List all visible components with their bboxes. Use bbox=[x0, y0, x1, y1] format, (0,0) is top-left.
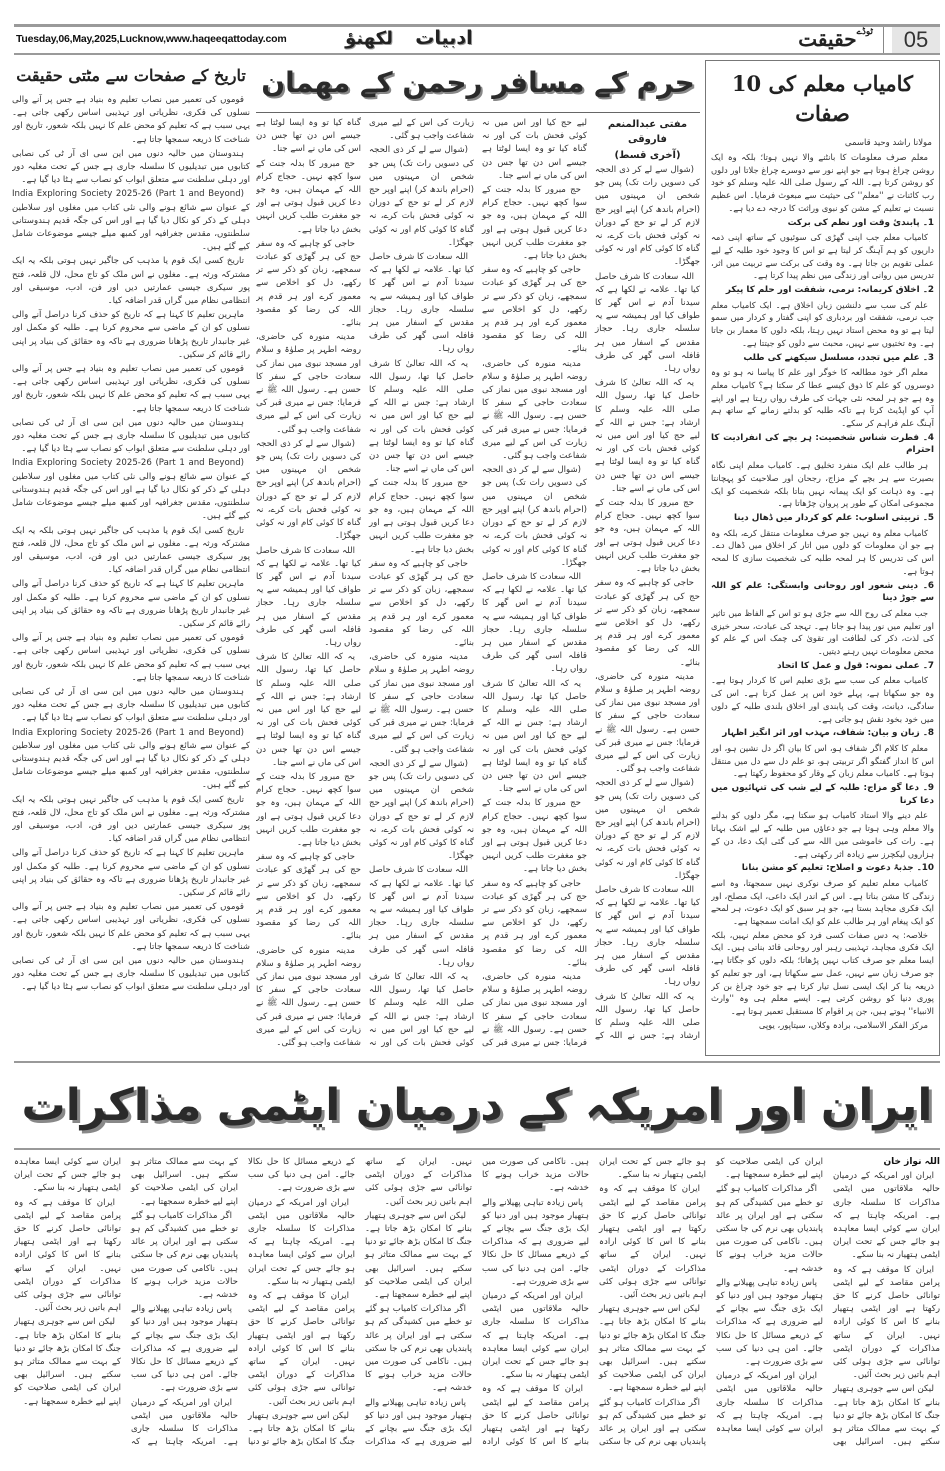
paragraph: (شوال سے لے کر ذی الحجہ کی دسویں رات تک) پس جو شخص ان مہینوں میں (احرام باندھ کر) اپنے اوپر حج لازم کر لے تو حج کے دوران نہ کوئی فحش بات کرے، نہ گناہ کا کوئی کام اور نہ کوئی جھگڑا۔ bbox=[482, 465, 587, 568]
paragraph: ہندوستان میں حالیہ دنوں میں این سی ای آر ٹی کی نصابی کتابوں میں تبدیلیوں کا سلسلہ جاری ہے جس کے تحت مغلیہ دور اور دہلی سلطنت سے متعلق ابواب کو نصاب سے ہٹا دیا گیا ہے۔ bbox=[12, 956, 250, 993]
paragraph: تاریخ کسی ایک قوم یا مذہب کی جاگیر نہیں ہوتی بلکہ یہ ایک مشترکہ ورثہ ہے۔ مغلوں نے اس ملک کو تاج محل، لال قلعہ، فتح پور سیکری جیسی عمارتیں دیں اور فن، ادب، موسیقی اور انتظامی نظام میں گراں قدر اضافہ کیا۔ bbox=[12, 794, 250, 845]
paragraph: اللہ سعادت کا شرف حاصل کیا تھا۔ علامہ نے لکھا ہے کہ سیدنا آدم نے اس گھر کا طواف کیا اور ہمیشہ سے یہ سلسلہ جاری رہا۔ حجاز مقدس کے اسفار میں ہر قافلہ اسی گھر کی طرف رواں رہا۔ bbox=[482, 571, 587, 675]
point-text: معلم کا کلام اگر شفاف ہو، اس کا بیان اگر دل نشین ہو، اور اس کا انداز گفتگو اگر تربیتی ہو، تو علم دل سے دل میں منتقل ہوتا ہے۔ کامیاب معلم زبان کے وقار کو محفوظ رکھتا ہے۔ bbox=[711, 742, 934, 779]
point-heading: 4۔ فطرت شناس شخصیت: ہر بچے کی انفرادیت کا احترام bbox=[711, 432, 934, 456]
paragraph: قوموں کی تعمیر میں نصاب تعلیم وہ بنیاد ہے جس پر آنے والی نسلوں کی فکری، نظریاتی اور تہذیبی اساس رکھی جاتی ہے۔ یہی سبب ہے کہ تعلیم کو محض علم کا نہیں بلکہ شعور، تاریخ اور شناخت کا ذریعہ سمجھا جاتا ہے۔ bbox=[12, 902, 250, 952]
paragraph: حاجی کو چاہیے کہ وہ سفر حج کی ہر گھڑی کو عبادت سمجھے، زبان کو ذکر سے تر رکھے، دل کو اخلاص سے معمور کرے اور ہر قدم پر اللہ کی رضا کو مقصود بنائے۔ bbox=[256, 238, 361, 329]
paragraph: حاجی کو چاہیے کہ وہ سفر حج کی ہر گھڑی کو عبادت سمجھے، زبان کو ذکر سے تر رکھے، دل کو اخلاص سے معمور کرے اور ہر قدم پر اللہ کی رضا کو مقصود بنائے۔ bbox=[482, 878, 587, 968]
paragraph: مدینہ منورہ کی حاضری، روضہ اطہر پر صلوٰۃ و سلام اور مسجد نبوی میں نماز کی سعادت حاجی کے سفر کا حسن ہے۔ رسول اللہ ﷺ نے فرمایا: جس نے میری قبر کی زیارت کی اس کے لیے میری شفاعت واجب ہو گئی۔ bbox=[369, 118, 587, 1049]
point-heading: 10۔ جذبۂ دعوت و اصلاح: تعلیم کو مشن بنانا bbox=[741, 863, 934, 874]
point-heading: 5۔ تربیتی اسلوب: علم کو کردار میں ڈھال دینا bbox=[733, 512, 934, 523]
paragraph: پاس زیادہ تباہی پھیلانے والے ہتھیار موجود ہیں اور دنیا کو ایک بڑی جنگ سے بچانے کے لیے ضروری ہے کہ مذاکرات کے ذریعے مسائل کا حل نکالا جائے۔ امن ہی دنیا کی سب سے بڑی ضرورت ہے۔ bbox=[131, 1304, 238, 1394]
point-text: علم دینے والا استاد کامیاب ہو سکتا ہے، مگر دلوں کو بدلنے والا معلم وہی ہوتا ہے جو دعاؤں میں طلبہ کے لیے اشک بہاتا ہے۔ رات کی خاموشی میں اللہ سے کی گئی ایک دعا، دن کے ہزاروں لیکچرز سے زیادہ اثر رکھتی ہے۔ bbox=[711, 810, 934, 859]
point-heading: 9۔ دعا گو مزاج: طلبہ کے لیے شب کی تنہائیوں میں دعا کرنا bbox=[711, 783, 934, 806]
paragraph: اللہ سعادت کا شرف حاصل کیا تھا۔ علامہ نے لکھا ہے کہ سیدنا آدم نے اس گھر کا طواف کیا اور ہمیشہ سے یہ سلسلہ جاری رہا۔ حجاز مقدس کے اسفار میں ہر قافلہ اسی گھر کی طرف رواں رہا۔ bbox=[595, 271, 700, 375]
paragraph: اللہ سعادت کا شرف حاصل کیا تھا۔ علامہ نے لکھا ہے کہ سیدنا آدم نے اس گھر کا طواف کیا اور ہمیشہ سے یہ سلسلہ جاری رہا۔ حجاز مقدس کے اسفار میں ہر قافلہ اسی گھر کی طرف رواں رہا۔ bbox=[595, 884, 700, 988]
masthead-title: حقیقت bbox=[798, 27, 857, 51]
paragraph: اللہ سعادت کا شرف حاصل کیا تھا۔ علامہ نے لکھا ہے کہ سیدنا آدم نے اس گھر کا طواف کیا اور ہمیشہ سے یہ سلسلہ جاری رہا۔ حجاز مقدس کے اسفار میں ہر قافلہ اسی گھر کی طرف رواں رہا۔ bbox=[369, 252, 474, 355]
paragraph: ایران کا موقف ہے کہ وہ پرامن مقاصد کے لیے ایٹمی توانائی حاصل کرنے کا حق رکھتا ہے اور ایٹمی ہتھیار بنانے کا اس کا کوئی ارادہ نہیں۔ ایران کے ساتھ مذاکرات کے دوران ایٹمی توانائی سے جڑی ہوئی کئی اہم باتیں زیر بحث آئیں۔ bbox=[833, 1264, 940, 1381]
paragraph: ایران اور امریکہ کے درمیان حالیہ ملاقاتوں میں ایٹمی مذاکرات کا سلسلہ جاری ہے۔ امریکہ چاہتا ہے کہ ایران سے کوئی ایسا معاہدہ ہو جائے جس کے تحت ایران ایٹمی ہتھیار نہ بنا سکے۔ bbox=[599, 1157, 823, 1435]
date-line: Tuesday,06,May,2025,Lucknow,www.haqeeqattoday.com bbox=[16, 33, 287, 45]
paragraph: پاس زیادہ تباہی پھیلانے والے ہتھیار موجود ہیں اور دنیا کو ایک بڑی جنگ سے بچانے کے لیے ضروری ہے کہ مذاکرات کے ذریعے مسائل کا حل نکالا جائے۔ امن ہی دنیا کی سب سے بڑی ضرورت ہے۔ bbox=[482, 1197, 589, 1287]
paragraph: (شوال سے لے کر ذی الحجہ کی دسویں رات تک) پس جو شخص ان مہینوں میں (احرام باندھ کر) اپنے اوپر حج لازم کر لے تو حج کے دوران نہ کوئی فحش بات کرے، نہ گناہ کا کوئی کام اور نہ کوئی جھگڑا۔ bbox=[256, 438, 361, 542]
masthead-logo bbox=[494, 27, 884, 53]
paragraph: (شوال سے لے کر ذی الحجہ کی دسویں رات تک) پس جو شخص ان مہینوں میں (احرام باندھ کر) اپنے اوپر حج لازم کر لے تو حج کے دوران نہ کوئی فحش بات کرے، نہ گناہ کا کوئی کام اور نہ کوئی جھگڑا۔ bbox=[369, 758, 474, 862]
point-text: ہر طالب علم ایک منفرد تخلیق ہے۔ کامیاب معلم اپنی نگاہ بصیرت سے ہر بچے کے مزاج، رجحان اور صلاحیت کو پہچانتا ہے۔ وہ ذہانت کو ایک پیمانہ نہیں بناتا بلکہ شخصیت کو ایک مجموعی امکان کے طور پر پروان چڑھاتا ہے۔ bbox=[711, 460, 934, 509]
paragraph: (شوال سے لے کر ذی الحجہ کی دسویں رات تک) پس جو شخص ان مہینوں میں (احرام باندھ کر) اپنے اوپر حج لازم کر لے تو حج کے دوران نہ کوئی فحش بات کرے، نہ گناہ کا کوئی کام اور نہ کوئی جھگڑا۔ bbox=[595, 165, 700, 268]
point-text: کامیاب معلم کی سب سے بڑی تعلیم اس کا کردار ہوتا ہے۔ وہ جو سکھاتا ہے، پہلے خود اس پر عمل کرتا ہے۔ اس کی سادگی، دیانت، وقت کی پابندی اور اخلاق بلندی طلبہ کے دلوں میں خود بخود نقش ہو جاتی ہے۔ bbox=[711, 675, 934, 724]
point-text: کامیاب معلم وہ نہیں جو صرف معلومات منتقل کرے، بلکہ وہ ہے جو ان معلومات کو دلوں میں اتار کر اخلاق میں ڈھال دے۔ اس کی تدریس کا ہر لمحہ طلبہ کی شخصیت سازی کا لمحہ ہوتا ہے۔ bbox=[711, 527, 934, 576]
paragraph: حاجی کو چاہیے کہ وہ سفر حج کی ہر گھڑی کو عبادت سمجھے، زبان کو ذکر سے تر رکھے، دل کو اخلاص سے معمور کرے اور ہر قدم پر اللہ کی رضا کو مقصود بنائے۔ bbox=[482, 265, 587, 355]
paragraph: ایران اور امریکہ کے درمیان حالیہ ملاقاتوں میں ایٹمی مذاکرات کا سلسلہ جاری ہے۔ امریکہ چاہتا ہے کہ ایران سے کوئی ایسا معاہدہ ہو جائے جس کے تحت ایران ایٹمی ہتھیار نہ بنا سکے۔ bbox=[482, 1291, 589, 1381]
paragraph: لیکن اس سے جوہری ہتھیار بنانے کا امکان بڑھ جاتا ہے۔ جنگ کا امکان بڑھ جائے تو دنیا کے بہت سے ممالک متاثر ہو سکتے ہیں۔ اسرائیل بھی ایران کی ایٹمی صلاحیت کو اپنے لیے خطرہ سمجھتا ہے۔ bbox=[716, 1157, 940, 1448]
paragraph: ہندوستان میں حالیہ دنوں میں این سی ای آر ٹی کی نصابی کتابوں میں تبدیلیوں کا سلسلہ جاری ہے جس کے تحت مغلیہ دور اور دہلی سلطنت سے متعلق ابواب کو نصاب سے ہٹا دیا گیا ہے۔ bbox=[12, 686, 250, 724]
paragraph: ایران اور امریکہ کے درمیان حالیہ ملاقاتوں میں ایٹمی مذاکرات کا سلسلہ جاری ہے۔ امریکہ چاہتا ہے کہ ایران سے کوئی ایسا معاہدہ ہو جائے جس کے تحت ایران ایٹمی ہتھیار نہ بنا سکے۔ bbox=[14, 1157, 238, 1448]
paragraph: India Exploring Society 2025-26 (Part 1 and Beyond) کے عنوان سے شائع ہونے والی نئی کتاب میں مغلوں اور سلاطین دہلی کے ذکر کو نکال دیا گیا ہے اور اس کی جگہ قدیم ہندوستانی سلطنتوں، مقدس جغرافیہ اور کمبھ میلے جیسے موضوعات شامل کیے گئے ہیں۔ bbox=[12, 727, 250, 791]
paragraph: ماہرین تعلیم کا کہنا ہے کہ تاریخ کو حذف کرنا دراصل آنے والی نسلوں کو ان کے ماضی سے محروم کرنا ہے۔ طلبہ کو مکمل اور غیر جانبدار تاریخ پڑھانا ضروری ہے تاکہ وہ حقائق کی بنیاد پر اپنی رائے قائم کر سکیں۔ bbox=[12, 310, 250, 360]
paragraph: ماہرین تعلیم کا کہنا ہے کہ تاریخ کو حذف کرنا دراصل آنے والی نسلوں کو ان کے ماضی سے محروم کرنا ہے۔ طلبہ کو مکمل اور غیر جانبدار تاریخ پڑھانا ضروری ہے تاکہ وہ حقائق کی بنیاد پر اپنی رائے قائم کر سکیں۔ bbox=[12, 579, 250, 629]
paragraph: حاجی کو چاہیے کہ وہ سفر حج کی ہر گھڑی کو عبادت سمجھے، زبان کو ذکر سے تر رکھے، دل کو اخلاص سے معمور کرے اور ہر قدم پر اللہ کی رضا کو مقصود بنائے۔ bbox=[595, 578, 700, 668]
paragraph: ایران کا موقف ہے کہ وہ پرامن مقاصد کے لیے ایٹمی توانائی حاصل کرنے کا حق رکھتا ہے اور ایٹمی ہتھیار بنانے کا اس کا کوئی ارادہ نہیں۔ ایران کے ساتھ مذاکرات کے دوران ایٹمی توانائی سے جڑی ہوئی کئی اہم باتیں زیر بحث آئیں۔ bbox=[248, 1291, 355, 1407]
paragraph: India Exploring Society 2025-26 (Part 1 and Beyond) کے عنوان سے شائع ہونے والی نئی کتاب میں مغلوں اور سلاطین دہلی کے ذکر کو نکال دیا گیا ہے اور اس کی جگہ قدیم ہندوستانی سلطنتوں، مقدس جغرافیہ اور کمبھ میلے جیسے موضوعات شامل کیے گئے ہیں۔ bbox=[12, 189, 250, 253]
middle-article bbox=[256, 60, 700, 1054]
paragraph: ہندوستان میں حالیہ دنوں میں این سی ای آر ٹی کی نصابی کتابوں میں تبدیلیوں کا سلسلہ جاری ہے جس کے تحت مغلیہ دور اور دہلی سلطنت سے متعلق ابواب کو نصاب سے ہٹا دیا گیا ہے۔ bbox=[12, 148, 250, 186]
paragraph: مدینہ منورہ کی حاضری، روضہ اطہر پر صلوٰۃ و سلام اور مسجد نبوی میں نماز کی سعادت حاجی کے سفر کا حسن ہے۔ رسول اللہ ﷺ نے فرمایا: جس نے میری قبر کی زیارت کی اس کے لیے میری شفاعت واجب ہو گئی۔ bbox=[595, 671, 700, 775]
paragraph: حج مبرور کا بدلہ جنت کے سوا کچھ نہیں۔ حجاج کرام اللہ کے مہمان ہیں، وہ جو دعا کریں قبول ہوتی ہے اور جو مغفرت طلب کریں انہیں بخش دیا جاتا ہے۔ bbox=[256, 158, 361, 235]
paragraph: ایران کا موقف ہے کہ وہ پرامن مقاصد کے لیے ایٹمی توانائی حاصل کرنے کا حق رکھتا ہے اور ایٹمی ہتھیار بنانے کا اس کا کوئی ارادہ نہیں۔ ایران کے ساتھ مذاکرات کے دوران ایٹمی توانائی سے جڑی ہوئی کئی اہم باتیں زیر بحث آئیں۔ bbox=[14, 1197, 121, 1314]
masthead-small: ٹوڈے bbox=[856, 27, 873, 37]
paragraph: ایران کا موقف ہے کہ وہ پرامن مقاصد کے لیے ایٹمی توانائی حاصل کرنے کا حق رکھتا ہے اور ایٹمی ہتھیار بنانے کا اس کا کوئی ارادہ نہیں۔ ایران کے ساتھ مذاکرات کے دوران ایٹمی توانائی سے جڑی ہوئی کئی اہم باتیں زیر بحث آئیں۔ bbox=[365, 1157, 589, 1448]
divider-rule bbox=[14, 1148, 940, 1150]
right-article-box bbox=[705, 60, 940, 1056]
city-label: لکھنؤ bbox=[345, 28, 393, 49]
paragraph: قوموں کی تعمیر میں نصاب تعلیم وہ بنیاد ہے جس پر آنے والی نسلوں کی فکری، نظریاتی اور تہذیبی اساس رکھی جاتی ہے۔ یہی سبب ہے کہ تعلیم کو محض علم کا نہیں بلکہ شعور، تاریخ اور شناخت کا ذریعہ سمجھا جاتا ہے۔ bbox=[12, 364, 250, 414]
byline-installment: (آخری قسط) bbox=[614, 150, 681, 161]
paragraph: حاجی کو چاہیے کہ وہ سفر حج کی ہر گھڑی کو عبادت سمجھے، زبان کو ذکر سے تر رکھے، دل کو اخلاص سے معمور کرے اور ہر قدم پر اللہ کی رضا کو مقصود بنائے۔ bbox=[369, 558, 474, 648]
bottom-article-body bbox=[14, 1156, 940, 1462]
paragraph: قوموں کی تعمیر میں نصاب تعلیم وہ بنیاد ہے جس پر آنے والی نسلوں کی فکری، نظریاتی اور تہذیبی اساس رکھی جاتی ہے۔ یہی سبب ہے کہ تعلیم کو محض علم کا نہیں بلکہ شعور، تاریخ اور شناخت کا ذریعہ سمجھا جاتا ہے۔ bbox=[12, 633, 250, 683]
paragraph: تاریخ کسی ایک قوم یا مذہب کی جاگیر نہیں ہوتی بلکہ یہ ایک مشترکہ ورثہ ہے۔ مغلوں نے اس ملک کو تاج محل، لال قلعہ، فتح پور سیکری جیسی عمارتیں دیں اور فن، ادب، موسیقی اور انتظامی نظام میں گراں قدر اضافہ کیا۔ bbox=[12, 525, 250, 576]
left-headline: تاریخ کے صفحات سے مٹتی حقیقت bbox=[16, 66, 246, 85]
paragraph: مدینہ منورہ کی حاضری، روضہ اطہر پر صلوٰۃ و سلام اور مسجد نبوی میں نماز کی سعادت حاجی کے سفر کا حسن ہے۔ رسول اللہ ﷺ نے فرمایا: جس نے میری قبر کی زیارت کی اس کے لیے میری شفاعت واجب ہو گئی۔ bbox=[256, 945, 361, 1049]
point-heading: 6۔ دینی شعور اور روحانی وابستگی: علم کو اللہ سے جوڑ دینا bbox=[711, 580, 934, 604]
paragraph: مدینہ منورہ کی حاضری، روضہ اطہر پر صلوٰۃ و سلام اور مسجد نبوی میں نماز کی سعادت حاجی کے سفر کا حسن ہے۔ رسول اللہ ﷺ نے فرمایا: جس نے میری قبر کی زیارت کی اس کے لیے میری شفاعت واجب ہو گئی۔ bbox=[482, 358, 587, 462]
right-headline: کامیاب معلم کی 10 صفات bbox=[731, 71, 914, 126]
paragraph: اللہ سعادت کا شرف حاصل کیا تھا۔ علامہ نے لکھا ہے کہ سیدنا آدم نے اس گھر کا طواف کیا اور ہمیشہ سے یہ سلسلہ جاری رہا۔ حجاز مقدس کے اسفار میں ہر قافلہ اسی گھر کی طرف رواں رہا۔ bbox=[256, 545, 361, 648]
right-article-body bbox=[711, 151, 934, 1050]
page-header bbox=[14, 27, 940, 55]
section-label: ادبیات bbox=[415, 27, 473, 49]
headline-rule bbox=[256, 112, 700, 113]
paragraph: ایران کا موقف ہے کہ وہ پرامن مقاصد کے لیے ایٹمی توانائی حاصل کرنے کا حق رکھتا ہے اور ایٹمی ہتھیار بنانے کا اس کا کوئی ارادہ نہیں۔ ایران کے ساتھ مذاکرات کے دوران ایٹمی توانائی سے جڑی ہوئی کئی اہم باتیں زیر بحث آئیں۔ bbox=[599, 1184, 706, 1301]
left-article bbox=[12, 62, 250, 1052]
paragraph: اگر مذاکرات کامیاب ہو گئے تو خطے میں کشیدگی کم ہو سکتی ہے اور ایران پر عائد پابندیاں بھی نرم کی جا سکتی ہیں۔ ناکامی کی صورت میں حالات مزید خراب ہونے کا خدشہ ہے۔ bbox=[365, 1304, 472, 1394]
paragraph: پاس زیادہ تباہی پھیلانے والے ہتھیار موجود ہیں اور دنیا کو ایک بڑی جنگ سے بچانے کے لیے ضروری ہے کہ مذاکرات کے ذریعے مسائل کا حل نکالا جائے۔ امن ہی دنیا کی سب سے بڑی ضرورت ہے۔ bbox=[716, 1277, 823, 1368]
intro-paragraph: معلم صرف معلومات کا بانٹنے والا نہیں ہوتا؛ بلکہ وہ ایک روشن چراغ ہوتا ہے جو اپنے نور سے دوسرے چراغ جلاتا اور دلوں کو روشن کرتا ہے۔ اللہ کے رسول صلی اللہ علیہ وسلم کو خود رب کائنات نے ''معلم'' کی حیثیت سے مبعوث فرمایا۔ اس عظیم نسبت نے تعلیم کے مشن کو نبوی وراثت کا درجہ دے دیا ہے۔ bbox=[711, 152, 934, 213]
paragraph: پاس زیادہ تباہی پھیلانے والے ہتھیار موجود ہیں اور دنیا کو ایک بڑی جنگ سے بچانے کے لیے ضروری ہے کہ مذاکرات کے ذریعے مسائل کا حل نکالا جائے۔ امن ہی دنیا کی سب سے بڑی ضرورت ہے۔ bbox=[248, 1157, 472, 1448]
paragraph: حج مبرور کا بدلہ جنت کے سوا کچھ نہیں۔ حجاج کرام اللہ کے مہمان ہیں، وہ جو دعا کریں قبول ہوتی ہے اور جو مغفرت طلب کریں انہیں بخش دیا جاتا ہے۔ bbox=[256, 771, 361, 848]
bottom-headline: ایران اور امریکہ کے درمیان ایٹمی مذاکرات bbox=[21, 1080, 933, 1131]
paragraph: اللہ سعادت کا شرف حاصل کیا تھا۔ علامہ نے لکھا ہے کہ سیدنا آدم نے اس گھر کا طواف کیا اور ہمیشہ سے یہ سلسلہ جاری رہا۔ حجاز مقدس کے اسفار میں ہر قافلہ اسی گھر کی طرف رواں رہا۔ bbox=[369, 865, 474, 968]
paragraph: قوموں کی تعمیر میں نصاب تعلیم وہ بنیاد ہے جس پر آنے والی نسلوں کی فکری، نظریاتی اور تہذیبی اساس رکھی جاتی ہے۔ یہی سبب ہے کہ تعلیم کو محض علم کا نہیں بلکہ شعور، تاریخ اور شناخت کا ذریعہ سمجھا جاتا ہے۔ bbox=[12, 95, 250, 145]
conclusion-paragraph: خلاصہ: یہ دس صفات کسی فرد کو محض معلم نہیں، بلکہ ایک فکری مجاہد، تہذیبی رہبر اور روحانی قائد بناتی ہیں۔ ایک ایسا معلم جو صرف کتاب نہیں پڑھاتا؛ بلکہ دلوں کو جگاتا ہے، جو صرف زبان سے نہیں، عمل سے سکھاتا ہے، اور جو تعلیم کو ذریعہ بنا کر ایک ایسی نسل تیار کرتا ہے جو خود چراغ بن کر پوری دنیا کو روشن کرتی ہے۔ ایسے معلم ہی وہ ''وارث الانبیاء'' ہوتے ہیں، جن پر اقوام کا مستقبل تعمیر ہوتا ہے۔ bbox=[711, 929, 934, 1016]
paragraph: حاجی کو چاہیے کہ وہ سفر حج کی ہر گھڑی کو عبادت سمجھے، زبان کو ذکر سے تر رکھے، دل کو اخلاص سے معمور کرے اور ہر قدم پر اللہ کی رضا کو مقصود بنائے۔ bbox=[256, 852, 361, 942]
point-text: جب معلم کی روح اللہ سے جڑی ہو تو اس کے الفاظ میں تاثیر اور تعلیم میں نور پیدا ہو جاتا ہے۔ تہجد کی عبادت، سحر خیزی کی لذت، ذکر کی لطافت اور تقویٰ کی چمک اس کے علم کو محض معلومات نہیں رہنے دیتیں۔ bbox=[711, 607, 934, 657]
paragraph: لیکن اس سے جوہری ہتھیار بنانے کا امکان بڑھ جاتا ہے۔ جنگ کا امکان بڑھ جائے تو دنیا کے بہت سے ممالک متاثر ہو سکتے ہیں۔ اسرائیل بھی ایران کی ایٹمی صلاحیت کو اپنے لیے خطرہ سمجھتا ہے۔ bbox=[365, 1210, 472, 1301]
bottom-author: اللہ نواز خان bbox=[883, 1157, 940, 1167]
byline-author: مفتی عبدالمنعم فاروقی bbox=[607, 119, 688, 145]
right-author: مولانا راشد وحید قاسمی bbox=[844, 138, 932, 148]
point-text: علم کی سب سے دلنشین زبان اخلاق ہے۔ ایک کامیاب معلم جب نرمی، شفقت اور بردباری کو اپنی گفتار و کردار میں سمو لیتا ہے تو وہ محض استاد نہیں رہتا، بلکہ دلوں کا معمار بن جاتا ہے۔ وہ تختیوں سے نہیں، محبت سے دلوں کو جیتتا ہے۔ bbox=[711, 299, 934, 348]
paragraph: (شوال سے لے کر ذی الحجہ کی دسویں رات تک) پس جو شخص ان مہینوں میں (احرام باندھ کر) اپنے اوپر حج لازم کر لے تو حج کے دوران نہ کوئی فحش بات کرے، نہ گناہ کا کوئی کام اور نہ کوئی جھگڑا۔ bbox=[369, 145, 474, 248]
paragraph: لیکن اس سے جوہری ہتھیار بنانے کا امکان بڑھ جاتا ہے۔ جنگ کا امکان بڑھ جائے تو دنیا کے بہت سے ممالک متاثر ہو سکتے ہیں۔ اسرائیل بھی ایران کی ایٹمی صلاحیت کو اپنے لیے خطرہ سمجھتا ہے۔ bbox=[131, 1157, 355, 1448]
paragraph: اگر مذاکرات کامیاب ہو گئے تو خطے میں کشیدگی کم ہو سکتی ہے اور ایران پر عائد پابندیاں بھی نرم کی جا سکتی ہیں۔ ناکامی کی صورت میں حالات مزید خراب ہونے کا خدشہ ہے۔ bbox=[716, 1184, 823, 1274]
paragraph: ایران اور امریکہ کے درمیان حالیہ ملاقاتوں میں ایٹمی مذاکرات کا سلسلہ جاری ہے۔ امریکہ چاہتا ہے کہ ایران سے کوئی ایسا معاہدہ ہو جائے جس کے تحت ایران ایٹمی ہتھیار نہ بنا سکے۔ bbox=[248, 1197, 355, 1287]
paragraph: ماہرین تعلیم کا کہنا ہے کہ تاریخ کو حذف کرنا دراصل آنے والی نسلوں کو ان کے ماضی سے محروم کرنا ہے۔ طلبہ کو مکمل اور غیر جانبدار تاریخ پڑھانا ضروری ہے تاکہ وہ حقائق کی بنیاد پر اپنی رائے قائم کر سکیں۔ bbox=[12, 848, 250, 898]
paragraph: (شوال سے لے کر ذی الحجہ کی دسویں رات تک) پس جو شخص ان مہینوں میں (احرام باندھ کر) اپنے اوپر حج لازم کر لے تو حج کے دوران نہ کوئی فحش بات کرے، نہ گناہ کا کوئی کام اور نہ کوئی جھگڑا۔ bbox=[595, 778, 700, 881]
paragraph: حج مبرور کا بدلہ جنت کے سوا کچھ نہیں۔ حجاج کرام اللہ کے مہمان ہیں، وہ جو دعا کریں قبول ہوتی ہے اور جو مغفرت طلب کریں انہیں بخش دیا جاتا ہے۔ bbox=[595, 498, 700, 575]
paragraph: حج مبرور کا بدلہ جنت کے سوا کچھ نہیں۔ حجاج کرام اللہ کے مہمان ہیں، وہ جو دعا کریں قبول ہوتی ہے اور جو مغفرت طلب کریں انہیں بخش دیا جاتا ہے۔ bbox=[482, 185, 587, 262]
author-affiliation: مرکز الفکر الاسلامی، برادہ وکلاں، سیتاپور، یوپی bbox=[758, 1019, 928, 1030]
point-text: کامیاب معلم تعلیم کو صرف نوکری نہیں سمجھتا، وہ اسے زندگی کا مشن بناتا ہے۔ اس کے اندر ایک داعی، ایک مصلح، اور ایک فکری مجاہد بستا ہے، جو ہر سبق کو ایک دعوت، ہر لمحے کو ایک پیغام اور ہر طالب علم کو ایک امانت سمجھتا ہے۔ bbox=[711, 877, 934, 927]
paragraph: اگر مذاکرات کامیاب ہو گئے تو خطے میں کشیدگی کم ہو سکتی ہے اور ایران پر عائد پابندیاں بھی نرم کی جا سکتی ہیں۔ ناکامی کی صورت میں حالات مزید خراب ہونے کا خدشہ ہے۔ bbox=[131, 1210, 238, 1301]
paragraph: یہ کہ اللہ تعالیٰ کا شرف حاصل کیا تھا، رسول اللہ صلی اللہ علیہ وسلم کا ارشاد ہے: جس نے اللہ کے لیے حج کیا اور اس میں نہ کوئی فحش بات کی اور نہ گناہ کیا تو وہ ایسا لوٹتا ہے جیسے اس دن تھا جس دن اس کی ماں نے اسے جنا۔ bbox=[256, 652, 361, 768]
paragraph: لیکن اس سے جوہری ہتھیار بنانے کا امکان بڑھ جاتا ہے۔ جنگ کا امکان بڑھ جائے تو دنیا کے بہت سے ممالک متاثر ہو سکتے ہیں۔ اسرائیل بھی ایران کی ایٹمی صلاحیت کو اپنے لیے خطرہ سمجھتا ہے۔ bbox=[14, 1317, 121, 1407]
left-article-body bbox=[12, 94, 250, 1052]
paragraph: یہ کہ اللہ تعالیٰ کا شرف حاصل کیا تھا، رسول اللہ صلی اللہ علیہ وسلم کا ارشاد ہے: جس نے اللہ کے لیے حج کیا اور اس میں نہ کوئی فحش بات کی اور نہ گناہ کیا تو وہ ایسا لوٹتا ہے جیسے اس دن تھا جس دن اس کی ماں نے اسے جنا۔ bbox=[482, 118, 700, 1042]
paragraph: ایران اور امریکہ کے درمیان حالیہ ملاقاتوں میں ایٹمی مذاکرات کا سلسلہ جاری ہے۔ امریکہ چاہتا ہے کہ ایران سے کوئی ایسا معاہدہ ہو جائے جس کے تحت ایران ایٹمی ہتھیار نہ بنا سکے۔ bbox=[833, 1171, 940, 1261]
point-heading: 8۔ زبان و بیان: شفاف، مہذب اور اثر انگیز اظہار bbox=[722, 728, 934, 739]
page-number: 05 bbox=[892, 27, 940, 53]
paragraph: مدینہ منورہ کی حاضری، روضہ اطہر پر صلوٰۃ و سلام اور مسجد نبوی میں نماز کی سعادت حاجی کے سفر کا حسن ہے۔ رسول اللہ ﷺ نے فرمایا: جس نے میری قبر کی زیارت کی اس کے لیے میری شفاعت واجب ہو گئی۔ bbox=[256, 332, 361, 435]
paragraph: یہ کہ اللہ تعالیٰ کا شرف حاصل کیا تھا، رسول اللہ صلی اللہ علیہ وسلم کا ارشاد ہے: جس نے اللہ کے لیے حج کیا اور اس میں نہ کوئی فحش بات کی اور نہ گناہ کیا تو وہ ایسا لوٹتا ہے جیسے اس دن تھا جس دن اس کی ماں نے اسے جنا۔ bbox=[256, 118, 474, 1049]
paragraph: یہ کہ اللہ تعالیٰ کا شرف حاصل کیا تھا، رسول اللہ صلی اللہ علیہ وسلم کا ارشاد ہے: جس نے اللہ کے لیے حج کیا اور اس میں نہ کوئی فحش بات کی اور نہ گناہ کیا تو وہ ایسا لوٹتا ہے جیسے اس دن تھا جس دن اس کی ماں نے اسے جنا۔ bbox=[369, 358, 474, 475]
paragraph: حج مبرور کا بدلہ جنت کے سوا کچھ نہیں۔ حجاج کرام اللہ کے مہمان ہیں، وہ جو دعا کریں قبول ہوتی ہے اور جو مغفرت طلب کریں انہیں بخش دیا جاتا ہے۔ bbox=[482, 798, 587, 875]
point-text: کامیاب معلم جب اپنی گھڑی کی سوئیوں کے ساتھ اپنی ذمہ داریوں کو ہم آہنگ کر لیتا ہے تو اس کا وجود خود طلبہ کے لیے عملی تقویم بن جاتا ہے۔ وہ وقت کی برکت سے تربیت میں اثر، تدریس میں روانی اور زندگی میں نظم پیدا کرتا ہے۔ bbox=[711, 232, 934, 281]
paragraph: حج مبرور کا بدلہ جنت کے سوا کچھ نہیں۔ حجاج کرام اللہ کے مہمان ہیں، وہ جو دعا کریں قبول ہوتی ہے اور جو مغفرت طلب کریں انہیں بخش دیا جاتا ہے۔ bbox=[369, 478, 474, 555]
paragraph: تاریخ کسی ایک قوم یا مذہب کی جاگیر نہیں ہوتی بلکہ یہ ایک مشترکہ ورثہ ہے۔ مغلوں نے اس ملک کو تاج محل، لال قلعہ، فتح پور سیکری جیسی عمارتیں دیں اور فن، ادب، موسیقی اور انتظامی نظام میں گراں قدر اضافہ کیا۔ bbox=[12, 256, 250, 307]
paragraph: یہ کہ اللہ تعالیٰ کا شرف حاصل کیا تھا، رسول اللہ صلی اللہ علیہ وسلم کا ارشاد ہے: جس نے اللہ کے لیے حج کیا اور اس میں نہ کوئی فحش بات کی اور نہ گناہ کیا تو وہ ایسا لوٹتا ہے جیسے اس دن تھا جس دن اس کی ماں نے اسے جنا۔ bbox=[595, 378, 700, 494]
point-heading: 3۔ علم میں تجدد، مسلسل سیکھنے کی طلب bbox=[743, 352, 934, 363]
middle-headline: حرم کے مسافر رحمن کے مهمان bbox=[261, 66, 695, 99]
point-text: معلم اگر خود مطالعہ کا خوگر اور علم کا پیاسا نہ ہو تو وہ دوسروں کو علم کا ذوق کیسے عطا کر سکتا ہے؟ کامیاب معلم وہ ہے جو ہر لمحہ نئی جہات کی طرف رواں رہتا ہے اور اپنے آپ کو اپڈیٹ کرتا ہے تاکہ طلبہ کو بدلتے زمانے کے ساتھ ہم آہنگ علم فراہم کر سکے۔ bbox=[711, 367, 934, 429]
middle-article-body bbox=[256, 117, 700, 1054]
paragraph: ہندوستان میں حالیہ دنوں میں این سی ای آر ٹی کی نصابی کتابوں میں تبدیلیوں کا سلسلہ جاری ہے جس کے تحت مغلیہ دور اور دہلی سلطنت سے متعلق ابواب کو نصاب سے ہٹا دیا گیا ہے۔ bbox=[12, 417, 250, 455]
paragraph: یہ کہ اللہ تعالیٰ کا شرف حاصل کیا تھا، رسول اللہ صلی اللہ علیہ وسلم کا ارشاد ہے: جس نے اللہ کے لیے حج کیا اور اس میں نہ کوئی فحش بات کی اور نہ گناہ کیا تو وہ ایسا لوٹتا ہے جیسے اس دن تھا جس دن اس کی ماں نے اسے جنا۔ bbox=[482, 678, 587, 795]
paragraph: اگر مذاکرات کامیاب ہو گئے تو خطے میں کشیدگی کم ہو سکتی ہے اور ایران پر عائد پابندیاں بھی نرم کی جا سکتی ہیں۔ ناکامی کی صورت میں حالات مزید خراب ہونے کا خدشہ ہے۔ bbox=[482, 1157, 706, 1448]
paragraph: لیکن اس سے جوہری ہتھیار بنانے کا امکان بڑھ جاتا ہے۔ جنگ کا امکان بڑھ جائے تو دنیا کے بہت سے ممالک متاثر ہو سکتے ہیں۔ اسرائیل بھی ایران کی ایٹمی صلاحیت کو اپنے لیے خطرہ سمجھتا ہے۔ bbox=[599, 1304, 706, 1394]
paragraph: مدینہ منورہ کی حاضری، روضہ اطہر پر صلوٰۃ و سلام اور مسجد نبوی میں نماز کی سعادت حاجی کے سفر کا حسن ہے۔ رسول اللہ ﷺ نے فرمایا: جس نے میری قبر کی زیارت کی اس کے لیے میری شفاعت واجب ہو گئی۔ bbox=[369, 652, 474, 755]
divider-rule bbox=[14, 1061, 940, 1063]
point-heading: 7۔ عملی نمونہ: قول و عمل کا اتحاد bbox=[777, 660, 934, 671]
paragraph: India Exploring Society 2025-26 (Part 1 and Beyond) کے عنوان سے شائع ہونے والی نئی کتاب میں مغلوں اور سلاطین دہلی کے ذکر کو نکال دیا گیا ہے اور اس کی جگہ قدیم ہندوستانی سلطنتوں، مقدس جغرافیہ اور کمبھ میلے جیسے موضوعات شامل کیے گئے ہیں۔ bbox=[12, 458, 250, 522]
point-heading: 1۔ پابندیٔ وقت اور نظم کی برکت bbox=[787, 217, 934, 228]
point-heading: 2۔ اخلاق کریمانہ: نرمی، شفقت اور حلم کا پیکر bbox=[725, 285, 934, 296]
